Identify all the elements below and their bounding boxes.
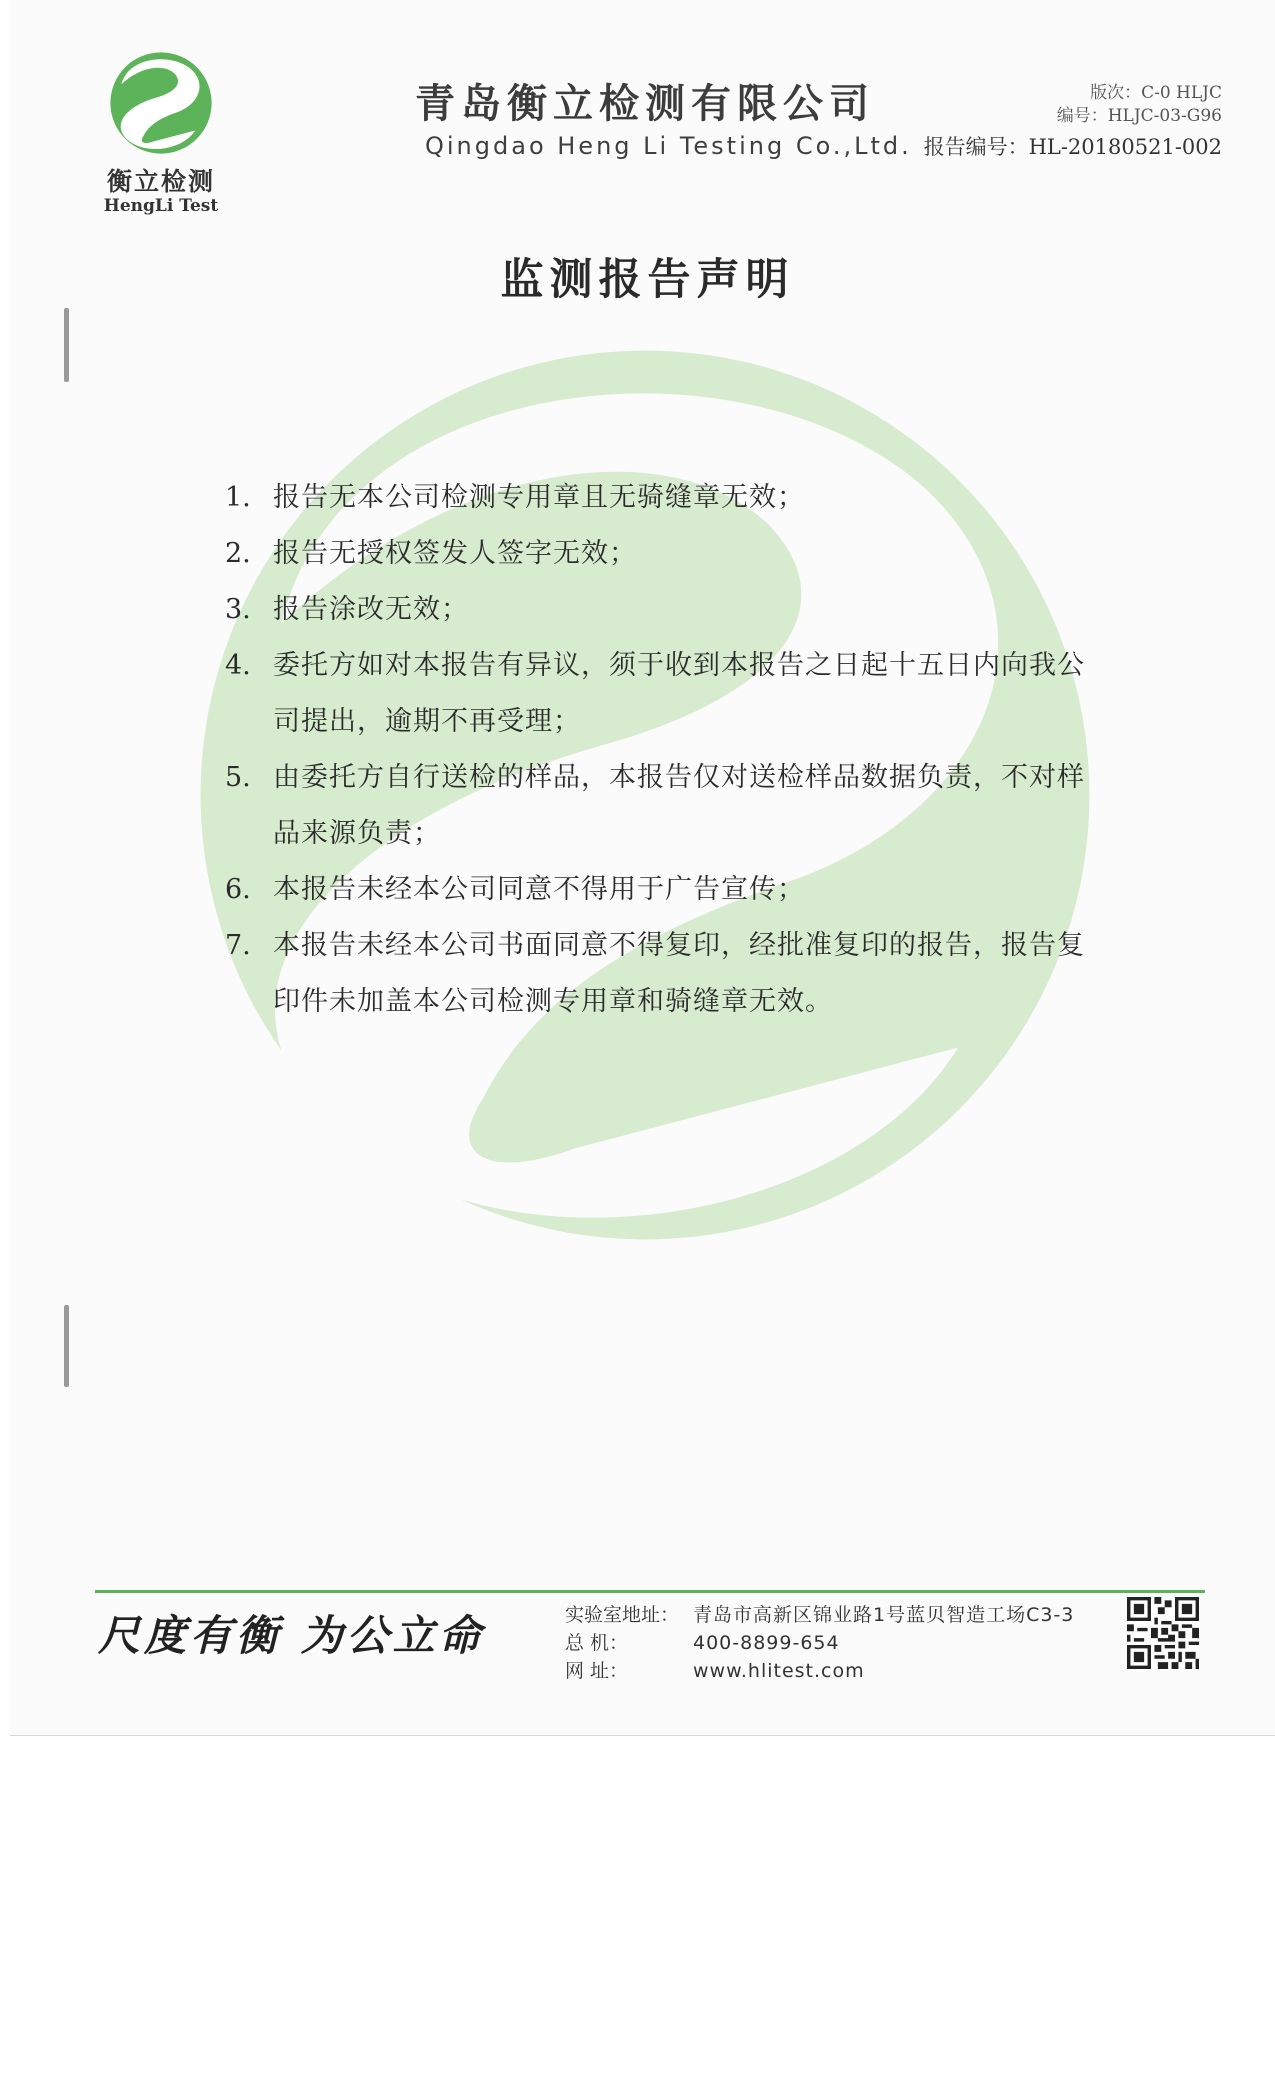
clause-number: 5. [225,762,251,793]
qr-code-icon [1127,1597,1199,1669]
binding-mark [64,1305,69,1387]
scanned-page [10,0,1275,1736]
contact-row [565,1629,1074,1657]
contact-label: 总 机： [565,1632,629,1654]
list-item [225,582,1095,638]
contact-row [565,1657,1074,1685]
document-meta [924,82,1222,159]
footer-divider [95,1590,1205,1593]
logo-emblem-icon [106,48,216,158]
list-item [225,750,1095,862]
clause-text: 委托方如对本报告有异议，须于收到本报告之日起十五日内向我公司提出，逾期不再受理； [273,650,1085,737]
clause-text: 报告涂改无效； [273,594,469,625]
list-item [225,918,1095,1030]
clause-text: 本报告未经本公司同意不得用于广告宣传； [273,874,805,905]
clause-number: 3. [225,594,251,625]
logo-text-cn: 衡立检测 [106,167,215,196]
logo-text-en: HengLi Test [103,196,219,216]
code-label: 编号：HLJC-03-G96 [1056,106,1222,126]
clause-number: 6. [225,874,251,905]
binding-mark [64,308,69,382]
contact-value: 青岛市高新区锦业路1号蓝贝智造工场C3-3 [693,1604,1075,1626]
list-item [225,638,1095,750]
list-item [225,470,1095,526]
contact-value: www.hlitest.com [693,1660,865,1682]
company-slogan: 尺度有衡 为公立命 [98,1611,485,1660]
version-label: 版次：C-0 HLJC [1090,83,1222,103]
list-item [225,526,1095,582]
clause-text: 本报告未经本公司书面同意不得复印，经批准复印的报告，报告复印件未加盖本公司检测专用章和骑缝章无效。 [273,930,1085,1017]
company-name-cn: 青岛衡立检测有限公司 [415,81,875,127]
company-name-en: Qingdao Heng Li Testing Co.,Ltd. [425,132,912,160]
clause-number: 4. [225,650,251,681]
clause-number: 7. [225,930,251,961]
clause-number: 1. [225,482,251,513]
clause-list [225,470,1095,1030]
clause-text: 报告无本公司检测专用章且无骑缝章无效； [273,482,805,513]
page-title: 监测报告声明 [500,255,795,305]
contact-row [565,1601,1074,1629]
contact-label: 实验室地址： [565,1604,680,1626]
clause-text: 由委托方自行送检的样品，本报告仅对送检样品数据负责，不对样品来源负责； [273,762,1085,849]
contact-label: 网 址： [565,1660,629,1682]
clause-text: 报告无授权签发人签字无效； [273,538,637,569]
clause-number: 2. [225,538,251,569]
list-item [225,862,1095,918]
contact-value: 400-8899-654 [693,1632,840,1654]
contact-info [565,1601,1074,1685]
company-logo [86,48,236,216]
report-number: 报告编号：HL-20180521-002 [923,135,1222,159]
